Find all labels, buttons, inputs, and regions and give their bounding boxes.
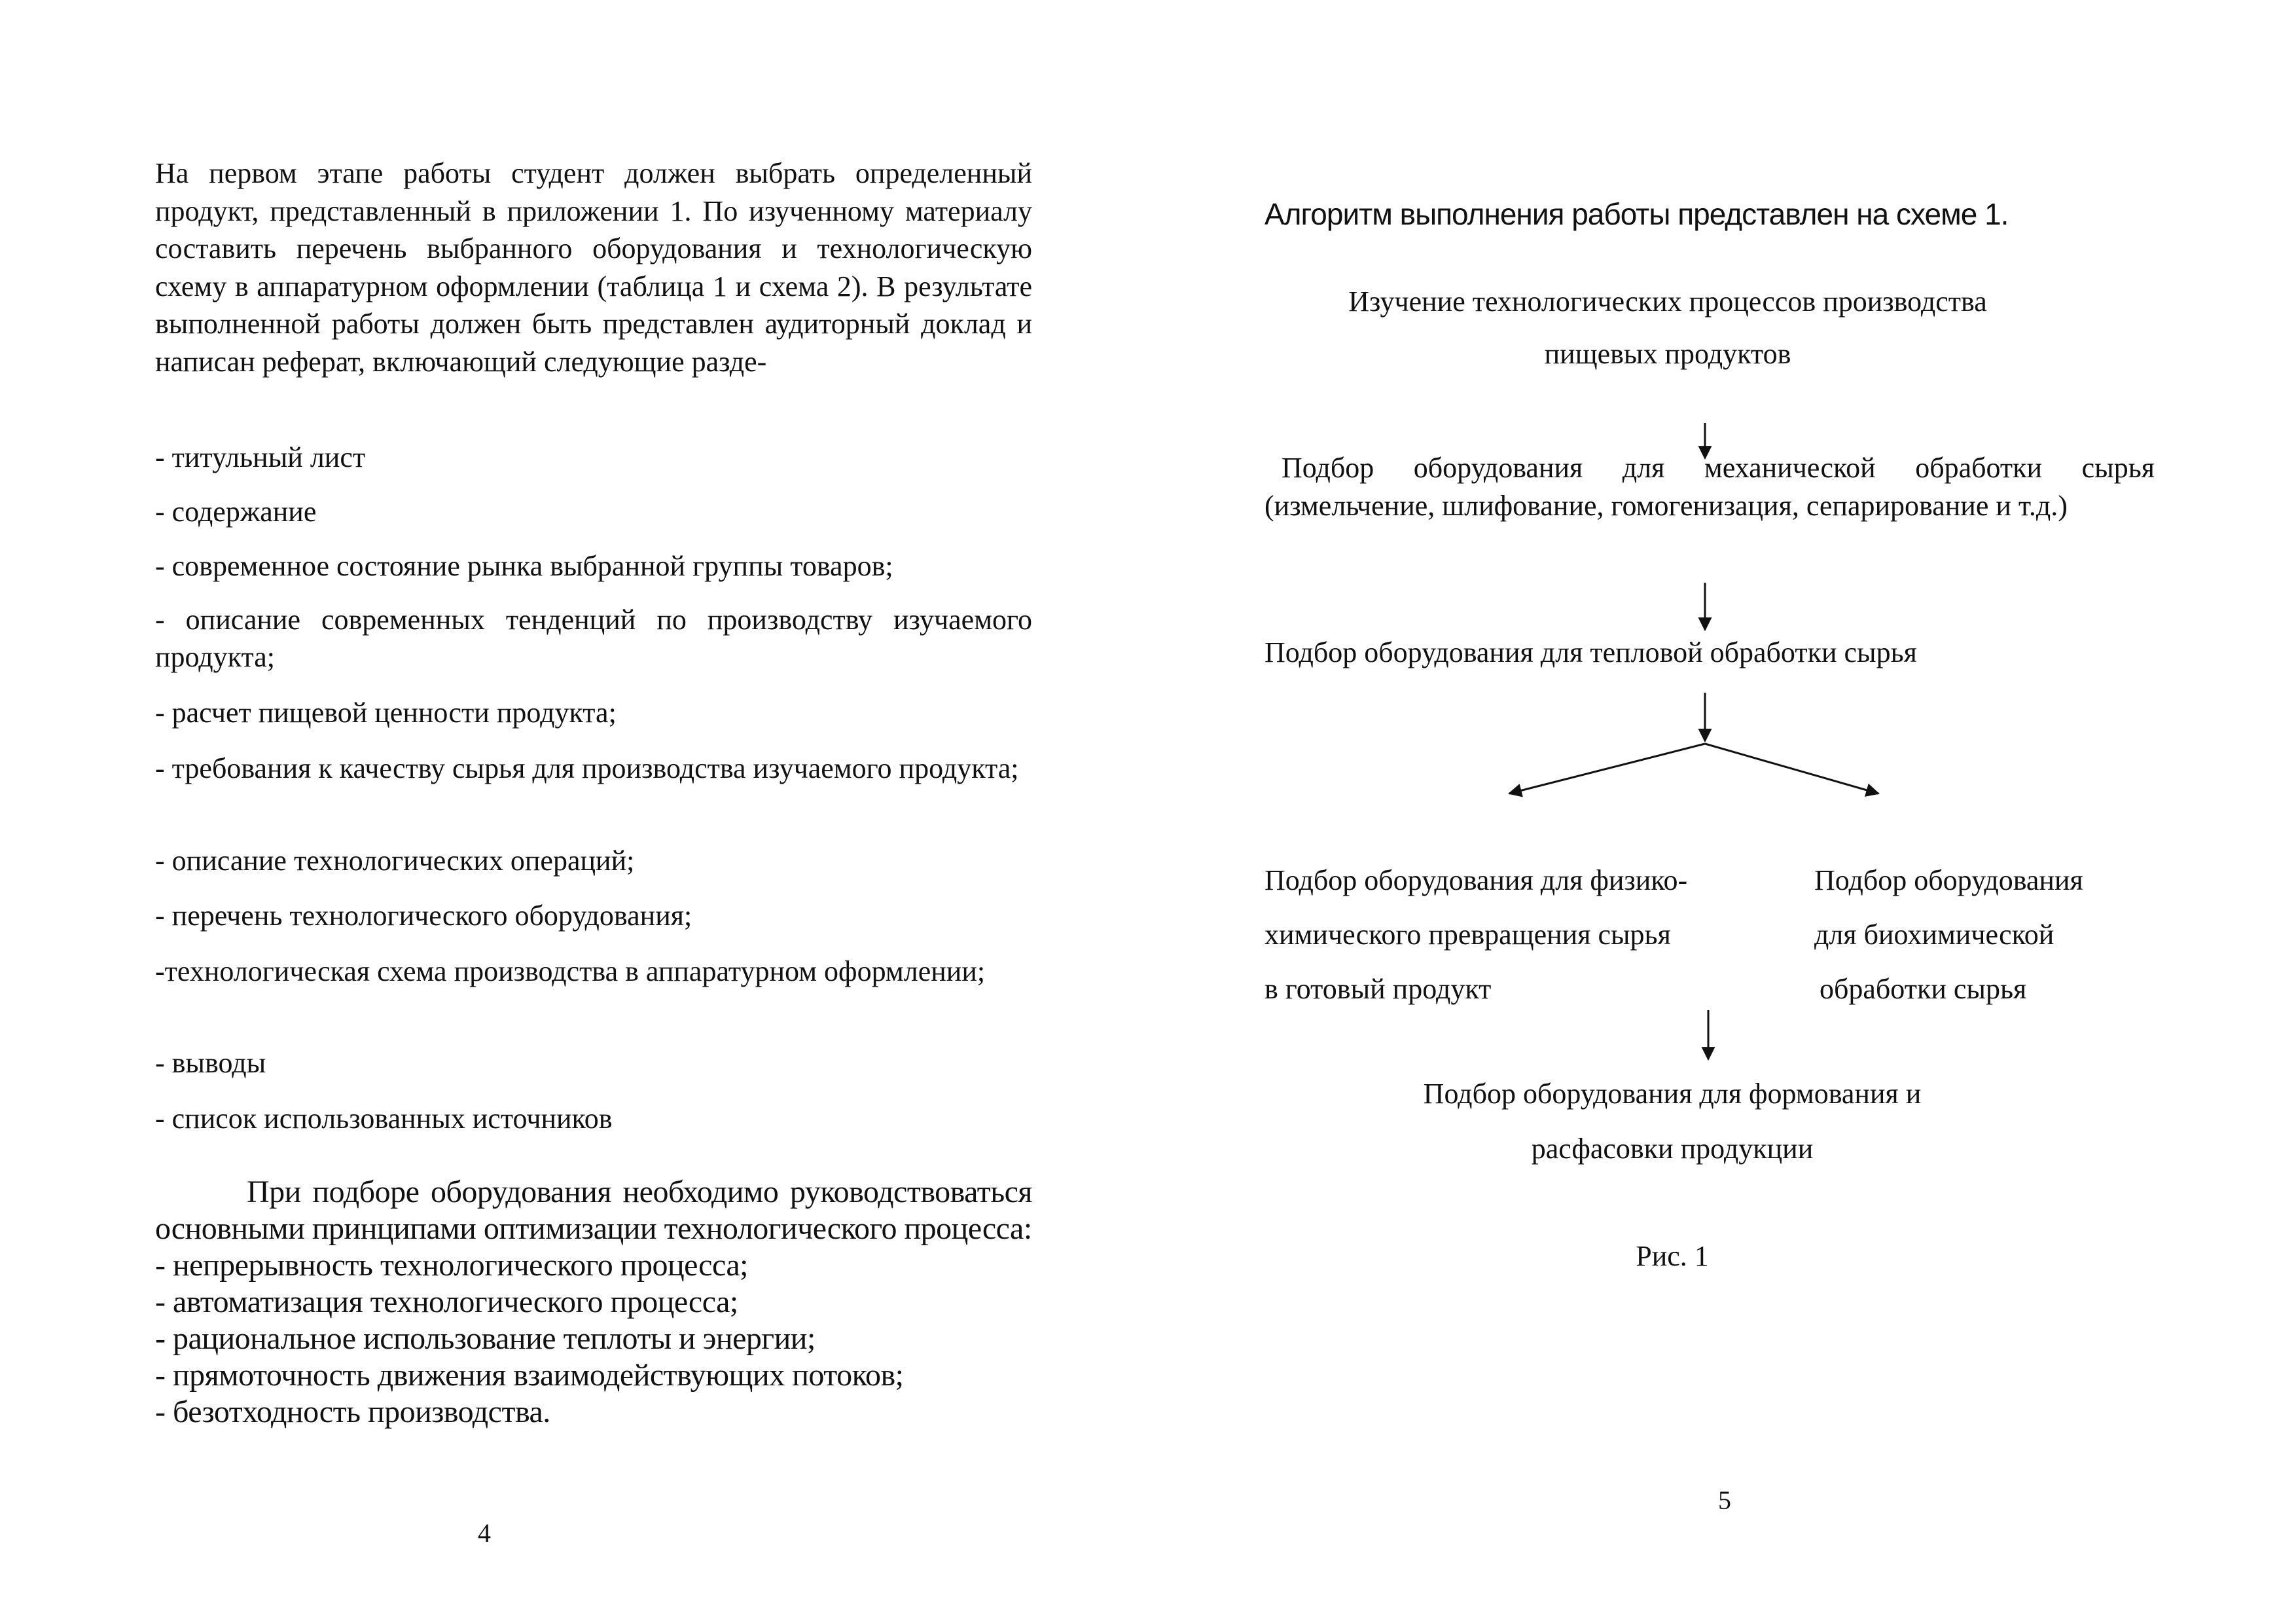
list-item: - расчет пищевой ценности продукта; [155,697,617,729]
scheme-heading: Алгоритм выполнения работы представлен на схеме 1. [1265,197,2009,231]
arrow-branch-right [1705,744,1878,793]
branch-right-line: обработки сырья [1820,973,2027,1005]
list-item: - автоматизация технологического процесса; [155,1285,738,1319]
list-item: - требования к качеству сырья для производства изучаемого продукта; [155,752,1019,784]
step5-line1: Подбор оборудования для формования и [1423,1078,1922,1110]
branch-left-line: в готовый продукт [1265,973,1492,1005]
step1-line2: пищевых продуктов [1544,338,1791,370]
list-item: - содержание [155,496,317,528]
list-item: - список использованных источников [155,1103,613,1135]
right-page [1148,0,2296,1623]
step3-text: Подбор оборудования для тепловой обработки сырья [1265,636,1917,668]
branch-left-line: химического превращения сырья [1265,919,1671,951]
branch-right-line: Подбор оборудования [1814,864,2083,896]
principles-block [155,1174,1032,1431]
list-item: - рациональное использование теплоты и энергии; [155,1321,816,1356]
list-item: - прямоточность движения взаимодействующих потоков; [155,1358,904,1393]
branch-right-line: для биохимической [1814,919,2054,951]
branch-left-line: Подбор оборудования для физико- [1265,864,1688,896]
step2-text: Подбор оборудования для механической обработки сырья (измельчение, шлифование, гомогенизация, сепарирование и т.д.) [1265,452,2155,522]
list-item: -технологическая схема производства в аппаратурном оформлении; [155,955,986,987]
list-item: - описание современных тенденций по производству изучаемого продукта; [155,604,1032,673]
list-item: - безотходность производства. [155,1395,550,1429]
list-item: - выводы [155,1047,266,1079]
step5-line2: расфасовки продукции [1531,1133,1814,1165]
list-item: - титульный лист [155,441,366,473]
list-item: - перечень технологического оборудования; [155,900,692,932]
list-item: - непрерывность технологического процесса; [155,1248,748,1283]
list-item: - описание технологических операций; [155,845,635,877]
figure-caption: Рис. 1 [1636,1240,1709,1272]
page-number: 5 [1718,1486,1731,1515]
step1-line1: Изучение технологических процессов производства [1348,285,1987,318]
list-item: - современное состояние рынка выбранной группы товаров; [155,550,893,582]
arrow-branch-left [1509,744,1705,793]
principles-lead: При подборе оборудования необходимо руководствоваться основными принципами оптимизации технологического процесса: [155,1175,1032,1246]
page-number: 4 [478,1518,491,1548]
intro-paragraph: На первом этапе работы студент должен выбрать определенный продукт, представленный в приложении 1. По изученному материалу составить перечень выбранного оборудования и технологическую схему в аппаратурном оформлении (таблица 1 и схема 2). В результате выполненной работы должен быть представлен аудиторный доклад и написан реферат, включающий следующие разде- [155,157,1032,378]
flow-arrows [1148,0,2296,1623]
